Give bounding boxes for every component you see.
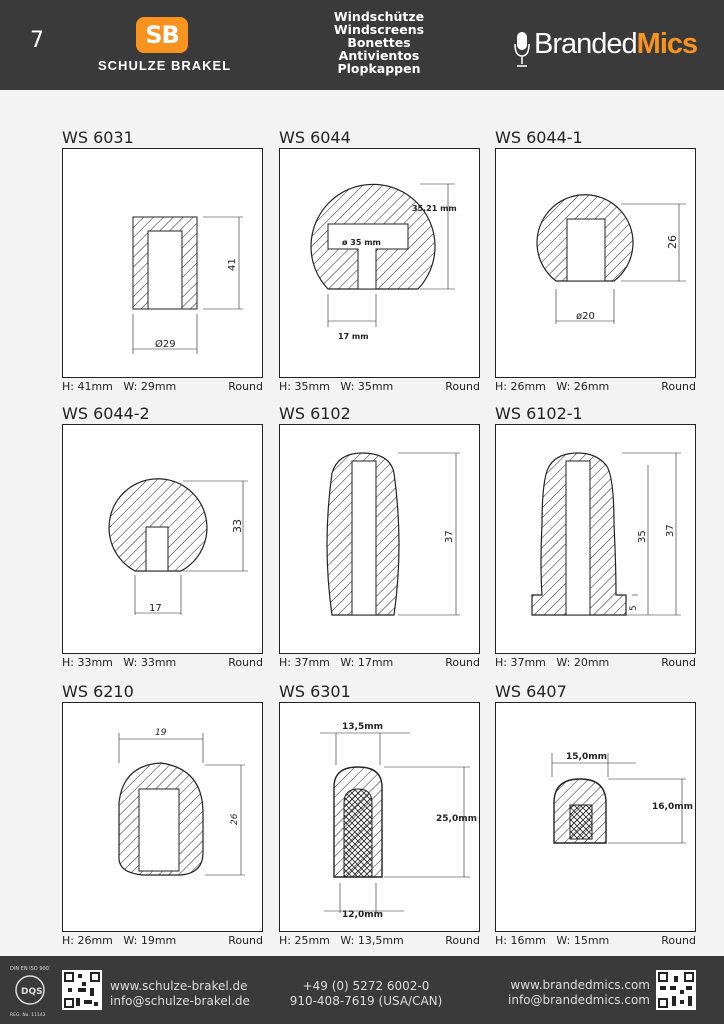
shape-value: Round [445, 934, 480, 947]
schulze-brakel-logo: SB [136, 17, 188, 53]
certification-badge [10, 962, 50, 1020]
product-hw [495, 934, 609, 947]
shape-value: Round [445, 656, 480, 669]
ws-6044-drawing [280, 149, 479, 377]
product-drawing [62, 702, 263, 932]
product-title: WS 6102-1 [495, 404, 583, 423]
height-value: H: 25mm [279, 934, 330, 947]
product-hw [279, 656, 393, 669]
shape-value: Round [228, 656, 263, 669]
schulze-brakel-name: SCHULZE BRAKEL [98, 58, 232, 73]
width-label: Ø29 [155, 339, 176, 350]
product-drawing [495, 424, 696, 654]
product-hw [62, 380, 176, 393]
shape-value: Round [228, 380, 263, 393]
width-value: W: 26mm [556, 380, 610, 393]
product-drawing [279, 148, 480, 378]
height-label: 33 [231, 519, 244, 533]
product-title: WS 6031 [62, 128, 134, 147]
ws-6301-drawing [280, 703, 479, 931]
cert-standard: DIN EN ISO 9001 [10, 966, 50, 972]
width-value: W: 19mm [123, 934, 177, 947]
diameter-label: ø 35 mm [342, 238, 381, 247]
width-top-label: 13,5mm [342, 722, 383, 732]
bm-email-link[interactable]: info@brandedmics.com [508, 993, 650, 1007]
total-height-label: 37 [665, 524, 676, 537]
phone-contact [286, 979, 446, 1009]
height-value: H: 37mm [495, 656, 546, 669]
height-value: H: 35mm [279, 380, 330, 393]
width-value: W: 35mm [340, 380, 394, 393]
product-hw [279, 934, 404, 947]
phone-us[interactable]: 910-408-7619 (USA/CAN) [289, 994, 443, 1008]
phone-de[interactable]: +49 (0) 5272 6002-0 [302, 979, 430, 993]
width-value: W: 33mm [123, 656, 177, 669]
height-value: H: 26mm [62, 934, 113, 947]
brandedmics-logo-part2: Mics [636, 28, 698, 60]
product-title: WS 6044-2 [62, 404, 150, 423]
lang-fr: Bonettes [347, 35, 411, 50]
height-label: 26 [666, 235, 679, 249]
bm-website-link[interactable]: www.brandedmics.com [510, 978, 650, 992]
height-label: 37 [444, 530, 455, 543]
dqs-seal-icon [10, 962, 50, 1020]
page-number: 7 [30, 28, 44, 53]
brandedmics-logo [534, 28, 697, 61]
product-title: WS 6044-1 [495, 128, 583, 147]
product-drawing [62, 424, 263, 654]
product-hw [279, 380, 393, 393]
product-drawing [279, 424, 480, 654]
schulze-brakel-contact [110, 979, 250, 1009]
product-drawing [495, 702, 696, 932]
lang-nl: Plopkappen [337, 61, 421, 76]
page-footer [0, 956, 724, 1024]
height-value: H: 37mm [279, 656, 330, 669]
height-value: H: 16mm [495, 934, 546, 947]
ws-6044-2-drawing [63, 425, 262, 653]
ws-6031-drawing [63, 149, 262, 377]
ws-6102-drawing [280, 425, 479, 653]
body-height-label: 35 [637, 530, 648, 543]
height-label: 35,21 mm [412, 204, 457, 213]
width-value: W: 13,5mm [340, 934, 404, 947]
width-bottom-label: 12,0mm [342, 910, 383, 920]
ws-6102-1-drawing [496, 425, 695, 653]
width-value: W: 20mm [556, 656, 610, 669]
brandedmics-contact [470, 978, 650, 1008]
shape-value: Round [661, 934, 696, 947]
height-label: 16,0mm [652, 802, 693, 812]
height-value: H: 26mm [495, 380, 546, 393]
product-title: WS 6301 [279, 682, 351, 701]
shape-value: Round [445, 380, 480, 393]
qr-code-icon [656, 970, 696, 1010]
width-value: W: 29mm [123, 380, 177, 393]
height-label: 26 [230, 813, 240, 825]
microphone-icon [514, 30, 530, 70]
product-title: WS 6407 [495, 682, 567, 701]
product-hw [62, 934, 176, 947]
product-drawing [279, 702, 480, 932]
brandedmics-logo-part1: Branded [534, 28, 637, 60]
sb-website-link[interactable]: www.schulze-brakel.de [110, 979, 248, 993]
product-title: WS 6102 [279, 404, 351, 423]
shape-value: Round [661, 656, 696, 669]
ws-6210-drawing [63, 703, 262, 931]
cert-logo-text: DQS [21, 987, 43, 997]
page-header [0, 0, 724, 90]
lang-es: Antivientos [338, 48, 420, 63]
language-list [300, 10, 458, 75]
width-value: W: 15mm [556, 934, 610, 947]
shape-value: Round [228, 934, 263, 947]
width-value: W: 17mm [340, 656, 394, 669]
cert-reg: REG. No. 11143 [10, 1013, 46, 1018]
product-drawing [62, 148, 263, 378]
ws-6407-drawing [496, 703, 695, 931]
qr-code-icon [62, 970, 102, 1010]
product-hw [495, 380, 609, 393]
width-label: 19 [155, 728, 167, 738]
lang-en: Windscreens [333, 22, 425, 37]
product-title: WS 6044 [279, 128, 351, 147]
lang-de: Windschütze [333, 9, 425, 24]
product-title: WS 6210 [62, 682, 134, 701]
sb-email-link[interactable]: info@schulze-brakel.de [110, 994, 250, 1008]
height-value: H: 33mm [62, 656, 113, 669]
product-hw [62, 656, 176, 669]
width-label: 17 [149, 603, 162, 614]
ws-6044-1-drawing [496, 149, 695, 377]
width-label: ø20 [576, 311, 595, 322]
width-label: 15,0mm [566, 752, 607, 762]
product-drawing [495, 148, 696, 378]
height-value: H: 41mm [62, 380, 113, 393]
width-label: 17 mm [338, 332, 369, 341]
flange-height-label: 5 [629, 605, 639, 611]
product-hw [495, 656, 609, 669]
height-label: 41 [227, 258, 238, 271]
shape-value: Round [661, 380, 696, 393]
height-label: 25,0mm [436, 814, 477, 824]
